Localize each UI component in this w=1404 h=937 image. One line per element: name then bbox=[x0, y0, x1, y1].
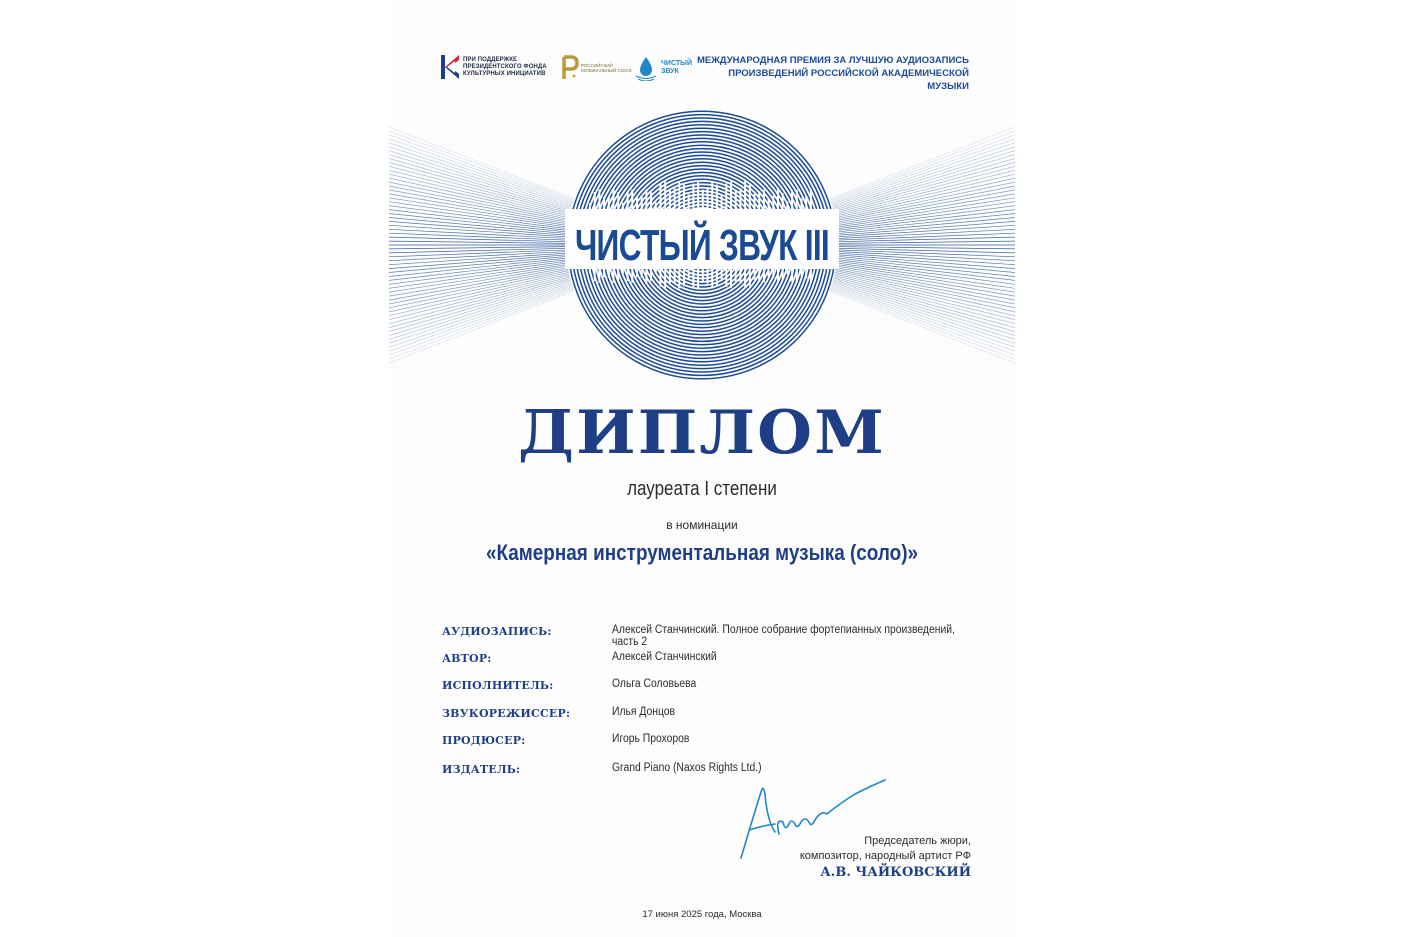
award-title bbox=[689, 54, 969, 93]
cz-caption: ЧИСТЫЙ ЗВУК bbox=[661, 60, 692, 75]
rmf-letter-icon bbox=[561, 55, 579, 81]
diploma-page bbox=[389, 0, 1015, 937]
detail-label-performer: ИСПОЛНИТЕЛЬ: bbox=[442, 679, 554, 692]
jury-role-line2: композитор, народный артист РФ bbox=[799, 850, 971, 862]
pfki-caption: ПРИ ПОДДЕРЖКЕ ПРЕЗИДЕНТСКОГО ФОНДА КУЛЬТУРНЫХ ИНИЦИАТИВ bbox=[463, 56, 547, 77]
emblem-title: ЧИСТЫЙ ЗВУК III bbox=[574, 221, 830, 270]
detail-label-publisher: ИЗДАТЕЛЬ: bbox=[442, 763, 521, 776]
detail-value-performer: Ольга Соловьева bbox=[612, 678, 697, 690]
jury-role-line1: Председатель жюри, bbox=[864, 835, 971, 847]
detail-label-producer: ПРОДЮСЕР: bbox=[442, 734, 526, 747]
detail-value-sound-engineer: Илья Донцов bbox=[612, 706, 676, 718]
detail-label-recording: АУДИОЗАПИСЬ: bbox=[442, 625, 552, 638]
water-drop-icon bbox=[634, 55, 658, 81]
detail-value-publisher: Grand Piano (Naxos Rights Ltd.) bbox=[612, 762, 762, 774]
rmf-caption: РОССИЙСКИЙ МУЗЫКАЛЬНЫЙ СОЮЗ bbox=[581, 63, 632, 73]
jury-role bbox=[800, 834, 971, 864]
pfki-flag-icon bbox=[441, 55, 459, 79]
detail-label-sound-engineer: ЗВУКОРЕЖИССЕР: bbox=[442, 707, 571, 720]
pfki-logo bbox=[441, 55, 559, 79]
detail-label-author: АВТОР: bbox=[442, 652, 492, 665]
rmf-logo bbox=[561, 55, 633, 81]
jury-chairman-name: А.В. ЧАЙКОВСКИЙ bbox=[820, 865, 971, 880]
detail-value-recording: Алексей Станчинский. Полное собрание фортепианных произведений, часть 2 bbox=[612, 624, 955, 648]
laureate-degree: лауреата I степени bbox=[627, 478, 777, 500]
nomination-label: в номинации bbox=[666, 518, 738, 532]
detail-value-author: Алексей Станчинский bbox=[612, 651, 717, 663]
detail-value-producer: Игорь Прохоров bbox=[612, 733, 690, 745]
issue-date: 17 июня 2025 года, Москва bbox=[642, 909, 762, 920]
nomination-name: «Камерная инструментальная музыка (соло)» bbox=[485, 540, 919, 565]
award-title-line2: ПРОИЗВЕДЕНИЙ РОССИЙСКОЙ АКАДЕМИЧЕСКОЙ МУЗЫКИ bbox=[728, 68, 969, 92]
award-title-line1: МЕЖДУНАРОДНАЯ ПРЕМИЯ ЗА ЛУЧШУЮ АУДИОЗАПИСЬ bbox=[696, 55, 969, 66]
diploma-heading: ДИПЛОМ bbox=[518, 398, 886, 468]
